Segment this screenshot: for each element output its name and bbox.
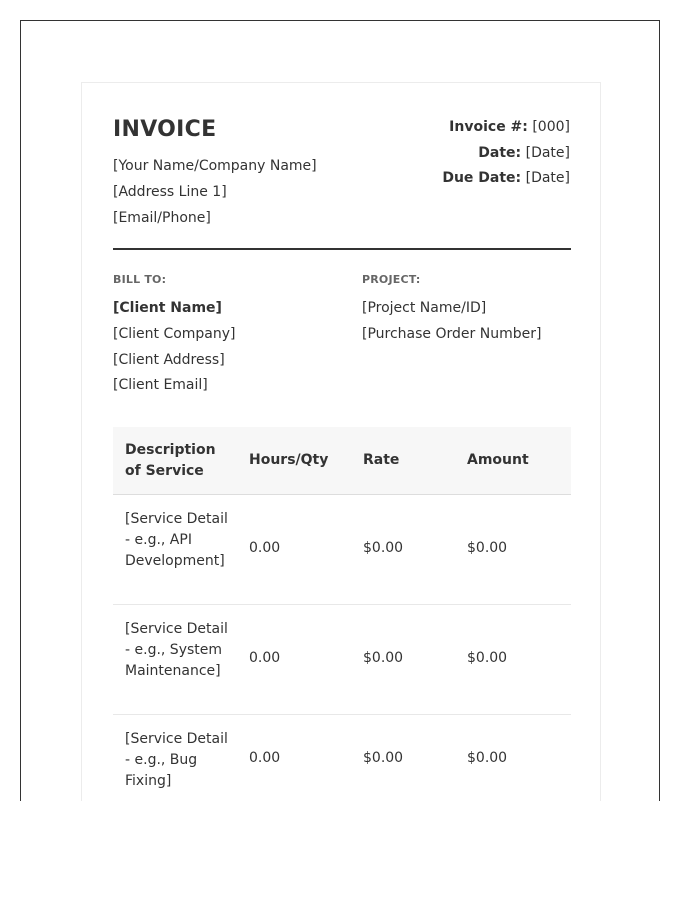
row-rate: $0.00: [363, 750, 404, 766]
invoice-date: [478, 140, 570, 166]
invoice-number-label: Invoice #:: [449, 119, 528, 135]
table-row: [113, 495, 571, 605]
header-amount: Amount: [467, 452, 529, 468]
invoice-due-date: [442, 165, 570, 191]
table-header: [113, 427, 571, 495]
row-amount: $0.00: [467, 750, 508, 766]
row-description: [Service Detail - e.g., Bug Fixing]: [125, 731, 228, 789]
project-label: PROJECT:: [362, 273, 421, 286]
due-date-value: [Date]: [525, 170, 570, 186]
row-amount: $0.00: [467, 650, 508, 666]
invoice-title: INVOICE: [113, 117, 217, 142]
invoice-card: [81, 82, 601, 801]
invoice-number-value: [000]: [532, 119, 570, 135]
sender-name: [Your Name/Company Name]: [113, 158, 317, 174]
row-amount: $0.00: [467, 540, 508, 556]
due-date-label: Due Date:: [442, 170, 522, 186]
row-rate: $0.00: [363, 540, 404, 556]
invoice-number: [449, 114, 570, 140]
invoice-date-value: [Date]: [525, 145, 570, 161]
row-description: [Service Detail - e.g., API Development]: [125, 511, 228, 569]
header-description: Description of Service: [125, 442, 216, 479]
services-table: [113, 427, 571, 801]
client-address: [Client Address]: [113, 352, 225, 368]
table-row: [113, 715, 571, 801]
header-hours-qty: Hours/Qty: [249, 452, 329, 468]
client-company: [Client Company]: [113, 326, 236, 342]
purchase-order-number: [Purchase Order Number]: [362, 326, 542, 342]
row-description: [Service Detail - e.g., System Maintenance]: [125, 621, 228, 679]
row-rate: $0.00: [363, 650, 404, 666]
sender-contact: [Email/Phone]: [113, 210, 211, 226]
header-divider: [113, 248, 571, 250]
page-frame: [20, 20, 660, 801]
client-email: [Client Email]: [113, 377, 208, 393]
row-qty: 0.00: [249, 750, 281, 766]
sender-address: [Address Line 1]: [113, 184, 227, 200]
row-qty: 0.00: [249, 540, 281, 556]
table-row: [113, 605, 571, 715]
invoice-date-label: Date:: [478, 145, 522, 161]
row-qty: 0.00: [249, 650, 281, 666]
bill-to-label: BILL TO:: [113, 273, 167, 286]
header-rate: Rate: [363, 452, 400, 468]
project-name: [Project Name/ID]: [362, 300, 487, 316]
client-name: [Client Name]: [113, 300, 222, 316]
